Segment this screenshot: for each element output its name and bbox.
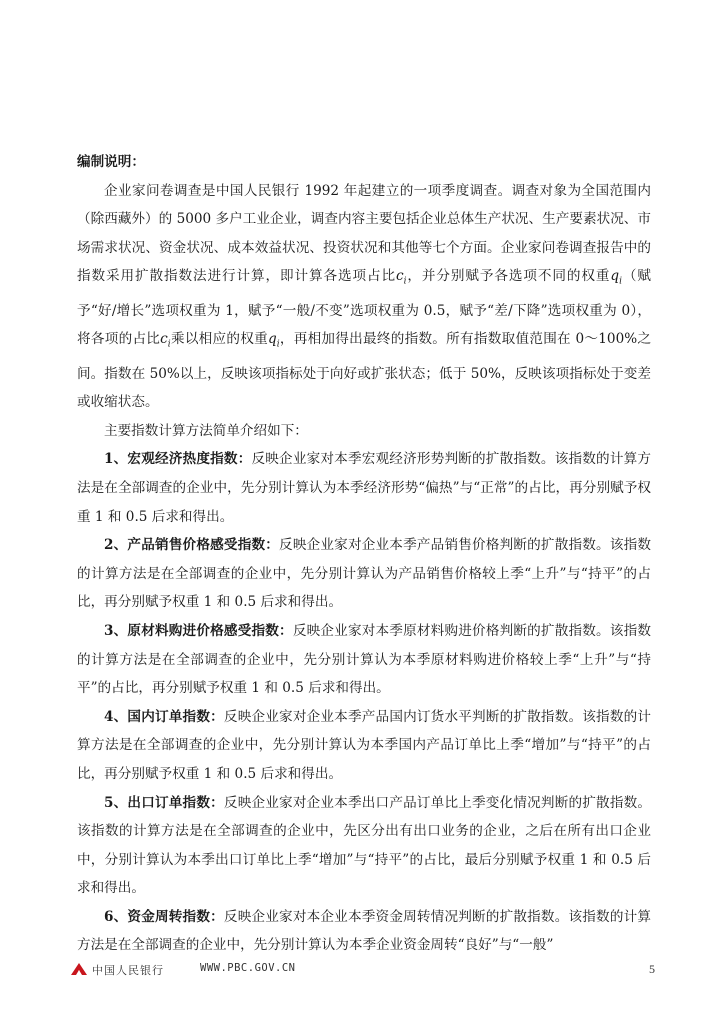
index-term: 2、产品销售价格感受指数： <box>104 537 280 554</box>
index-item <box>77 531 651 617</box>
document-body <box>77 148 651 960</box>
index-description: 反映企业家对本季原材料购进价格判断的扩散指数。该指数的计算方法是在全部调查的企业中，先分别计算认为本季原材料购进价格较上季“上升”与“持平”的占比，再分别赋予权重 1 和 0.5 后求和得出。 <box>77 622 651 697</box>
index-item <box>77 445 651 531</box>
intro-text-a: 企业家问卷调查是中国人民银行 1992 年起建立的一项季度调查。调查对象为全国范围内（除西藏外）的 5000 多户工业企业，调查内容主要包括企业总体生产状况、生产要素状况、市场需求状况、资金状况、成本效益状况、投资状况和其他等七个方面。企业家问卷调查报告中的指数采用扩散指数法进行计算，即计算各选项占比 <box>77 182 651 285</box>
index-item <box>77 703 651 789</box>
index-term: 4、国内订单指数： <box>104 708 224 725</box>
index-item <box>77 617 651 703</box>
symbol-q: q <box>267 331 277 348</box>
index-term: 6、资金周转指数： <box>104 908 224 925</box>
subscript-i: i <box>276 340 280 350</box>
page-footer <box>70 960 655 980</box>
symbol-c: c <box>160 331 168 348</box>
index-description: 反映企业家对本企业本季资金周转情况判断的扩散指数。该指数的计算方法是在全部调查的企业中，先分别计算认为本季企业资金周转“良好”与“一般” <box>77 908 651 954</box>
index-description: 反映企业家对企业本季出口产品订单比上季变化情况判断的扩散指数。该指数的计算方法是在全部调查的企业中，先区分出有出口业务的企业，之后在所有出口企业中，分别计算认为本季出口订单比上季“增加”与“持平”的占比，最后分别赋予权重 1 和 0.5 后求和得出。 <box>77 794 651 897</box>
intro-text-c: （赋予“好/增长”选项权重为 1，赋予“一般/不变”选项权重为 0.5，赋予“差/下降”选项权重为 0），将各项的占比 <box>77 268 652 348</box>
subscript-i: i <box>619 277 623 288</box>
subscript-i: i <box>403 277 407 288</box>
index-term: 3、原材料购进价格感受指数： <box>104 622 293 639</box>
symbol-c: c <box>396 268 404 285</box>
intro-paragraph <box>77 177 651 417</box>
intro-text-e: ，再相加得出最终的指数。所有指数取值范围在 0～100%之间。指数在 50%以上，反映该项指标处于向好或扩张状态；低于 50%，反映该项指标处于变差或收缩状态。 <box>77 331 652 411</box>
index-item <box>77 903 651 960</box>
pbc-logo-icon <box>70 962 88 976</box>
section-heading: 编制说明： <box>77 154 145 170</box>
index-description: 反映企业家对本季宏观经济形势判断的扩散指数。该指数的计算方法是在全部调查的企业中，先分别计算认为本季经济形势“偏热”与“正常”的占比，再分别赋予权重 1 和 0.5 后求和得出。 <box>77 451 651 525</box>
index-term: 1、宏观经济热度指数： <box>104 451 252 468</box>
page-number: 5 <box>649 962 655 976</box>
index-description: 反映企业家对企业本季产品国内订货水平判断的扩散指数。该指数的计算方法是在全部调查的企业中，先分别计算认为本季国内产品订单比上季“增加”与“持平”的占比，再分别赋予权重 1 和 0.5 后求和得出。 <box>77 708 651 782</box>
symbol-q: q <box>610 268 620 285</box>
footer-organization: 中国人民银行 <box>92 964 164 977</box>
index-item <box>77 789 651 903</box>
intro-text-d: 乘以相应的权重 <box>170 331 268 348</box>
footer-website: WWW.PBC.GOV.CN <box>200 962 296 974</box>
subscript-i: i <box>167 340 171 350</box>
method-intro: 主要指数计算方法简单介绍如下： <box>104 422 308 439</box>
index-term: 5、出口订单指数： <box>104 794 224 811</box>
index-description: 反映企业家对企业本季产品销售价格判断的扩散指数。该指数的计算方法是在全部调查的企业中，先分别计算认为产品销售价格较上季“上升”与“持平”的占比，再分别赋予权重 1 和 0.5 后求和得出。 <box>77 537 651 611</box>
intro-text-b: ，并分别赋予各选项不同的权重 <box>406 268 611 285</box>
